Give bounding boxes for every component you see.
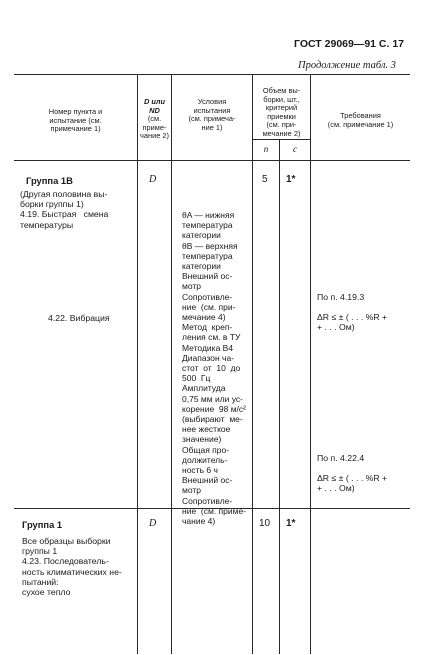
group-1-c: 1* <box>286 518 296 529</box>
header-bottom-border <box>14 160 410 161</box>
group-1-item-text: Все образцы выборки группы 1 4.23. Последователь- ность климатических не- пытаний: сухое тепло <box>22 536 122 598</box>
column-header-dnd: D или ND <box>143 97 166 115</box>
col-divider-5 <box>310 74 311 654</box>
group-1b-requirement-2: По п. 4.22.4 <box>317 453 365 463</box>
column-header-dnd-note: (см. приме- чание 2) <box>140 114 169 141</box>
table-top-border <box>14 74 410 75</box>
column-header-n: n <box>263 144 269 154</box>
group-1b-c: 1* <box>286 174 296 185</box>
group-1b-requirement-1: По п. 4.19.3 <box>317 292 365 302</box>
group-1b-dnd: D <box>149 174 157 185</box>
col-divider-2 <box>171 74 172 654</box>
column-header-conditions: Условия испытания (см. примеча- ние 1) <box>188 97 236 132</box>
group-1b-conditions: θA — нижняя температура категории θB — верхняя температура категории Внешний ос- мотр Сопротивле- ние (см. при- мечание 4) Метод креп- ления см. в ТУ Методика В4 Диапазон ча- стот от 10 до 500 Гц Амплитуда 0,75 мм или ус- корение 98 м/с² (выбирают ме- нее жесткое значение) Общая про- должитель- ность 6 ч Внешний ос- мотр Сопротивле- ние (см. приме- чание 4) <box>182 210 247 527</box>
group-1b-item-text: (Другая половина вы- борки группы 1) 4.19. Быстрая смена температуры <box>20 189 109 230</box>
column-header-volume: Объем вы- борки, шт., критерий приемки (см. при- мечание 2) <box>262 86 301 138</box>
group-1b-requirement-2-tolerance: ΔR ≤ ± ( . . . %R + + . . . Ом) <box>317 473 388 494</box>
column-header-item: Номер пункта и испытание (см. примечание 1) <box>48 107 103 134</box>
column-header-requirements: Требования (см. примечание 1) <box>327 111 394 129</box>
group-1b-vibration-item: 4.22. Вибрация <box>48 313 110 323</box>
column-header-c: c <box>293 144 297 154</box>
col-divider-1 <box>137 74 138 654</box>
group-1b-title: Группа 1В <box>26 175 73 186</box>
table-continuation-label: Продолжение табл. 3 <box>298 60 396 71</box>
col-divider-3 <box>252 74 253 654</box>
group-1-title: Группа 1 <box>22 519 63 530</box>
col-divider-4 <box>279 139 280 654</box>
group-1-dnd: D <box>149 518 157 529</box>
document-reference: ГОСТ 29069—91 С. 17 <box>294 38 405 50</box>
group-1b-requirement-1-tolerance: ΔR ≤ ± ( . . . %R + + . . . Ом) <box>317 312 388 333</box>
group-1-n: 10 <box>259 518 271 529</box>
subheader-divider <box>252 139 310 140</box>
group-1b-n: 5 <box>262 174 268 185</box>
